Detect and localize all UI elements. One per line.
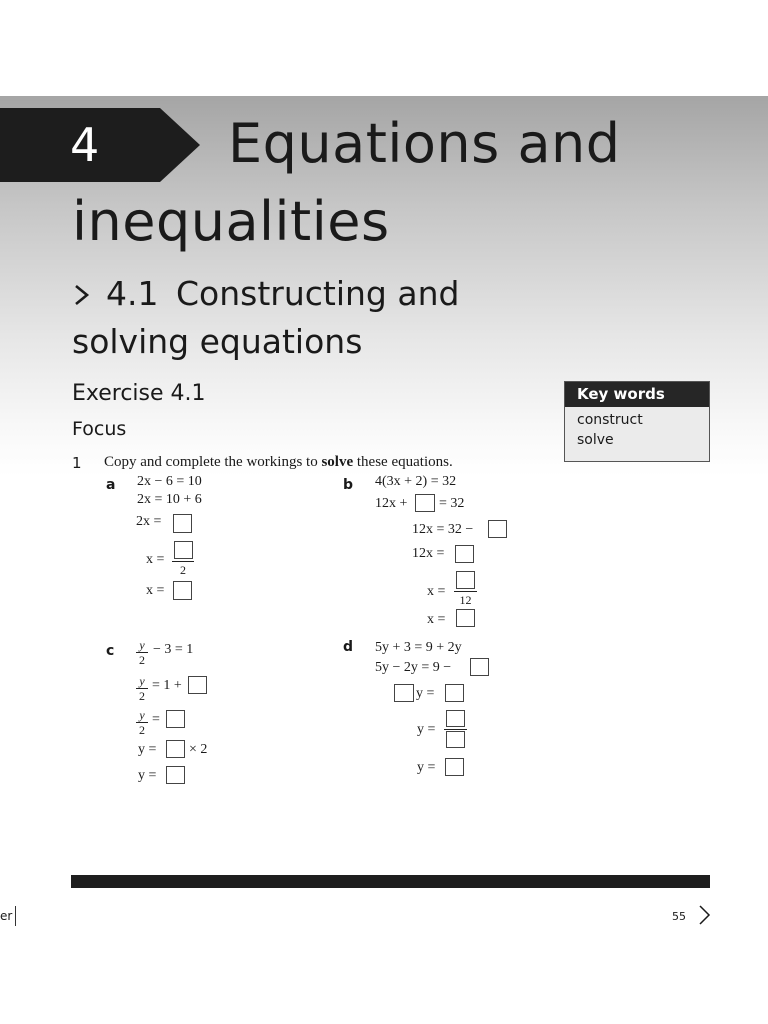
exercise-title: Exercise 4.1	[72, 381, 206, 406]
answer-box[interactable]	[394, 684, 414, 702]
answer-box[interactable]	[470, 658, 489, 676]
chapter-tab	[0, 108, 205, 182]
part-b-line: 4(3x + 2) = 32	[375, 474, 457, 489]
part-c-line: y =	[138, 742, 157, 757]
keyword-solve-bold: solve	[321, 454, 354, 470]
answer-box[interactable]	[415, 494, 435, 512]
fraction-numerator: y	[139, 708, 145, 722]
key-words-box	[564, 381, 710, 462]
part-c-line: − 3 = 1	[153, 642, 194, 657]
part-a-line: 2x = 10 + 6	[137, 492, 202, 507]
chapter-title-continued: inequalities	[72, 190, 390, 253]
answer-box[interactable]	[173, 581, 192, 600]
section-number: 4.1	[106, 274, 159, 313]
part-a-line: x =	[146, 552, 165, 567]
chevron-right-icon	[74, 284, 90, 306]
key-words-title: Key words	[565, 382, 709, 407]
answer-box[interactable]	[456, 609, 475, 627]
part-a-line: 2x =	[136, 514, 162, 529]
part-a-label: a	[106, 477, 116, 493]
answer-box[interactable]	[445, 684, 464, 702]
fraction-denominator: 2	[139, 653, 145, 667]
answer-box[interactable]	[488, 520, 507, 538]
answer-box[interactable]	[445, 758, 464, 776]
answer-box[interactable]	[166, 740, 185, 758]
footer-text: er	[0, 909, 13, 923]
footer-rule	[71, 875, 710, 888]
fraction-bar	[172, 561, 194, 562]
chapter-number: 4	[70, 118, 100, 172]
footer-divider	[15, 906, 16, 926]
part-d-line: y =	[417, 760, 436, 775]
part-c-line: y =	[138, 768, 157, 783]
page	[0, 96, 768, 928]
part-b-label: b	[343, 477, 354, 493]
answer-box[interactable]	[188, 676, 207, 694]
fraction-denominator: 2	[139, 689, 145, 703]
part-c-label: c	[106, 643, 115, 659]
key-word-solve: solve	[577, 432, 614, 448]
answer-box[interactable]	[166, 710, 185, 728]
part-d-line: 5y + 3 = 9 + 2y	[375, 640, 462, 655]
answer-box[interactable]	[174, 541, 193, 559]
question-instruction: Copy and complete the workings to solve these equations.	[104, 454, 453, 470]
part-b-line: = 32	[439, 496, 465, 511]
part-b-line: 12x =	[412, 546, 445, 561]
answer-box[interactable]	[446, 710, 465, 727]
answer-box[interactable]	[166, 766, 185, 784]
part-a-line: 2x − 6 = 10	[137, 474, 202, 489]
fraction-numerator: y	[139, 638, 145, 652]
fraction-numerator: y	[139, 674, 145, 688]
focus-label: Focus	[72, 418, 127, 440]
chapter-title: Equations and	[228, 112, 621, 175]
fraction-denominator: 2	[139, 723, 145, 737]
part-d-line: y =	[417, 722, 436, 737]
section-title: Constructing and	[176, 274, 460, 313]
page-number: 55	[672, 910, 686, 923]
fraction-bar	[444, 729, 467, 730]
answer-box[interactable]	[455, 545, 474, 563]
part-d-label: d	[343, 639, 354, 655]
section-title-continued: solving equations	[72, 322, 363, 361]
fraction-denominator: 2	[180, 563, 186, 577]
answer-box[interactable]	[456, 571, 475, 589]
question-number: 1	[72, 454, 82, 472]
key-word-construct: construct	[577, 412, 643, 428]
part-b-line: x =	[427, 584, 446, 599]
part-c-line: × 2	[189, 742, 208, 757]
part-b-line: x =	[427, 612, 446, 627]
part-d-line: 5y − 2y = 9 −	[375, 660, 452, 675]
part-a-line: x =	[146, 583, 165, 598]
part-b-line: 12x +	[375, 496, 408, 511]
part-d-line: y =	[416, 686, 435, 701]
fraction-bar	[454, 591, 477, 592]
answer-box[interactable]	[173, 514, 192, 533]
answer-box[interactable]	[446, 731, 465, 748]
fraction-denominator: 12	[459, 593, 472, 607]
part-c-line: =	[152, 712, 160, 727]
part-c-line: = 1 +	[152, 678, 182, 693]
chevron-right-icon[interactable]	[698, 904, 712, 926]
part-b-line: 12x = 32 −	[412, 522, 474, 537]
